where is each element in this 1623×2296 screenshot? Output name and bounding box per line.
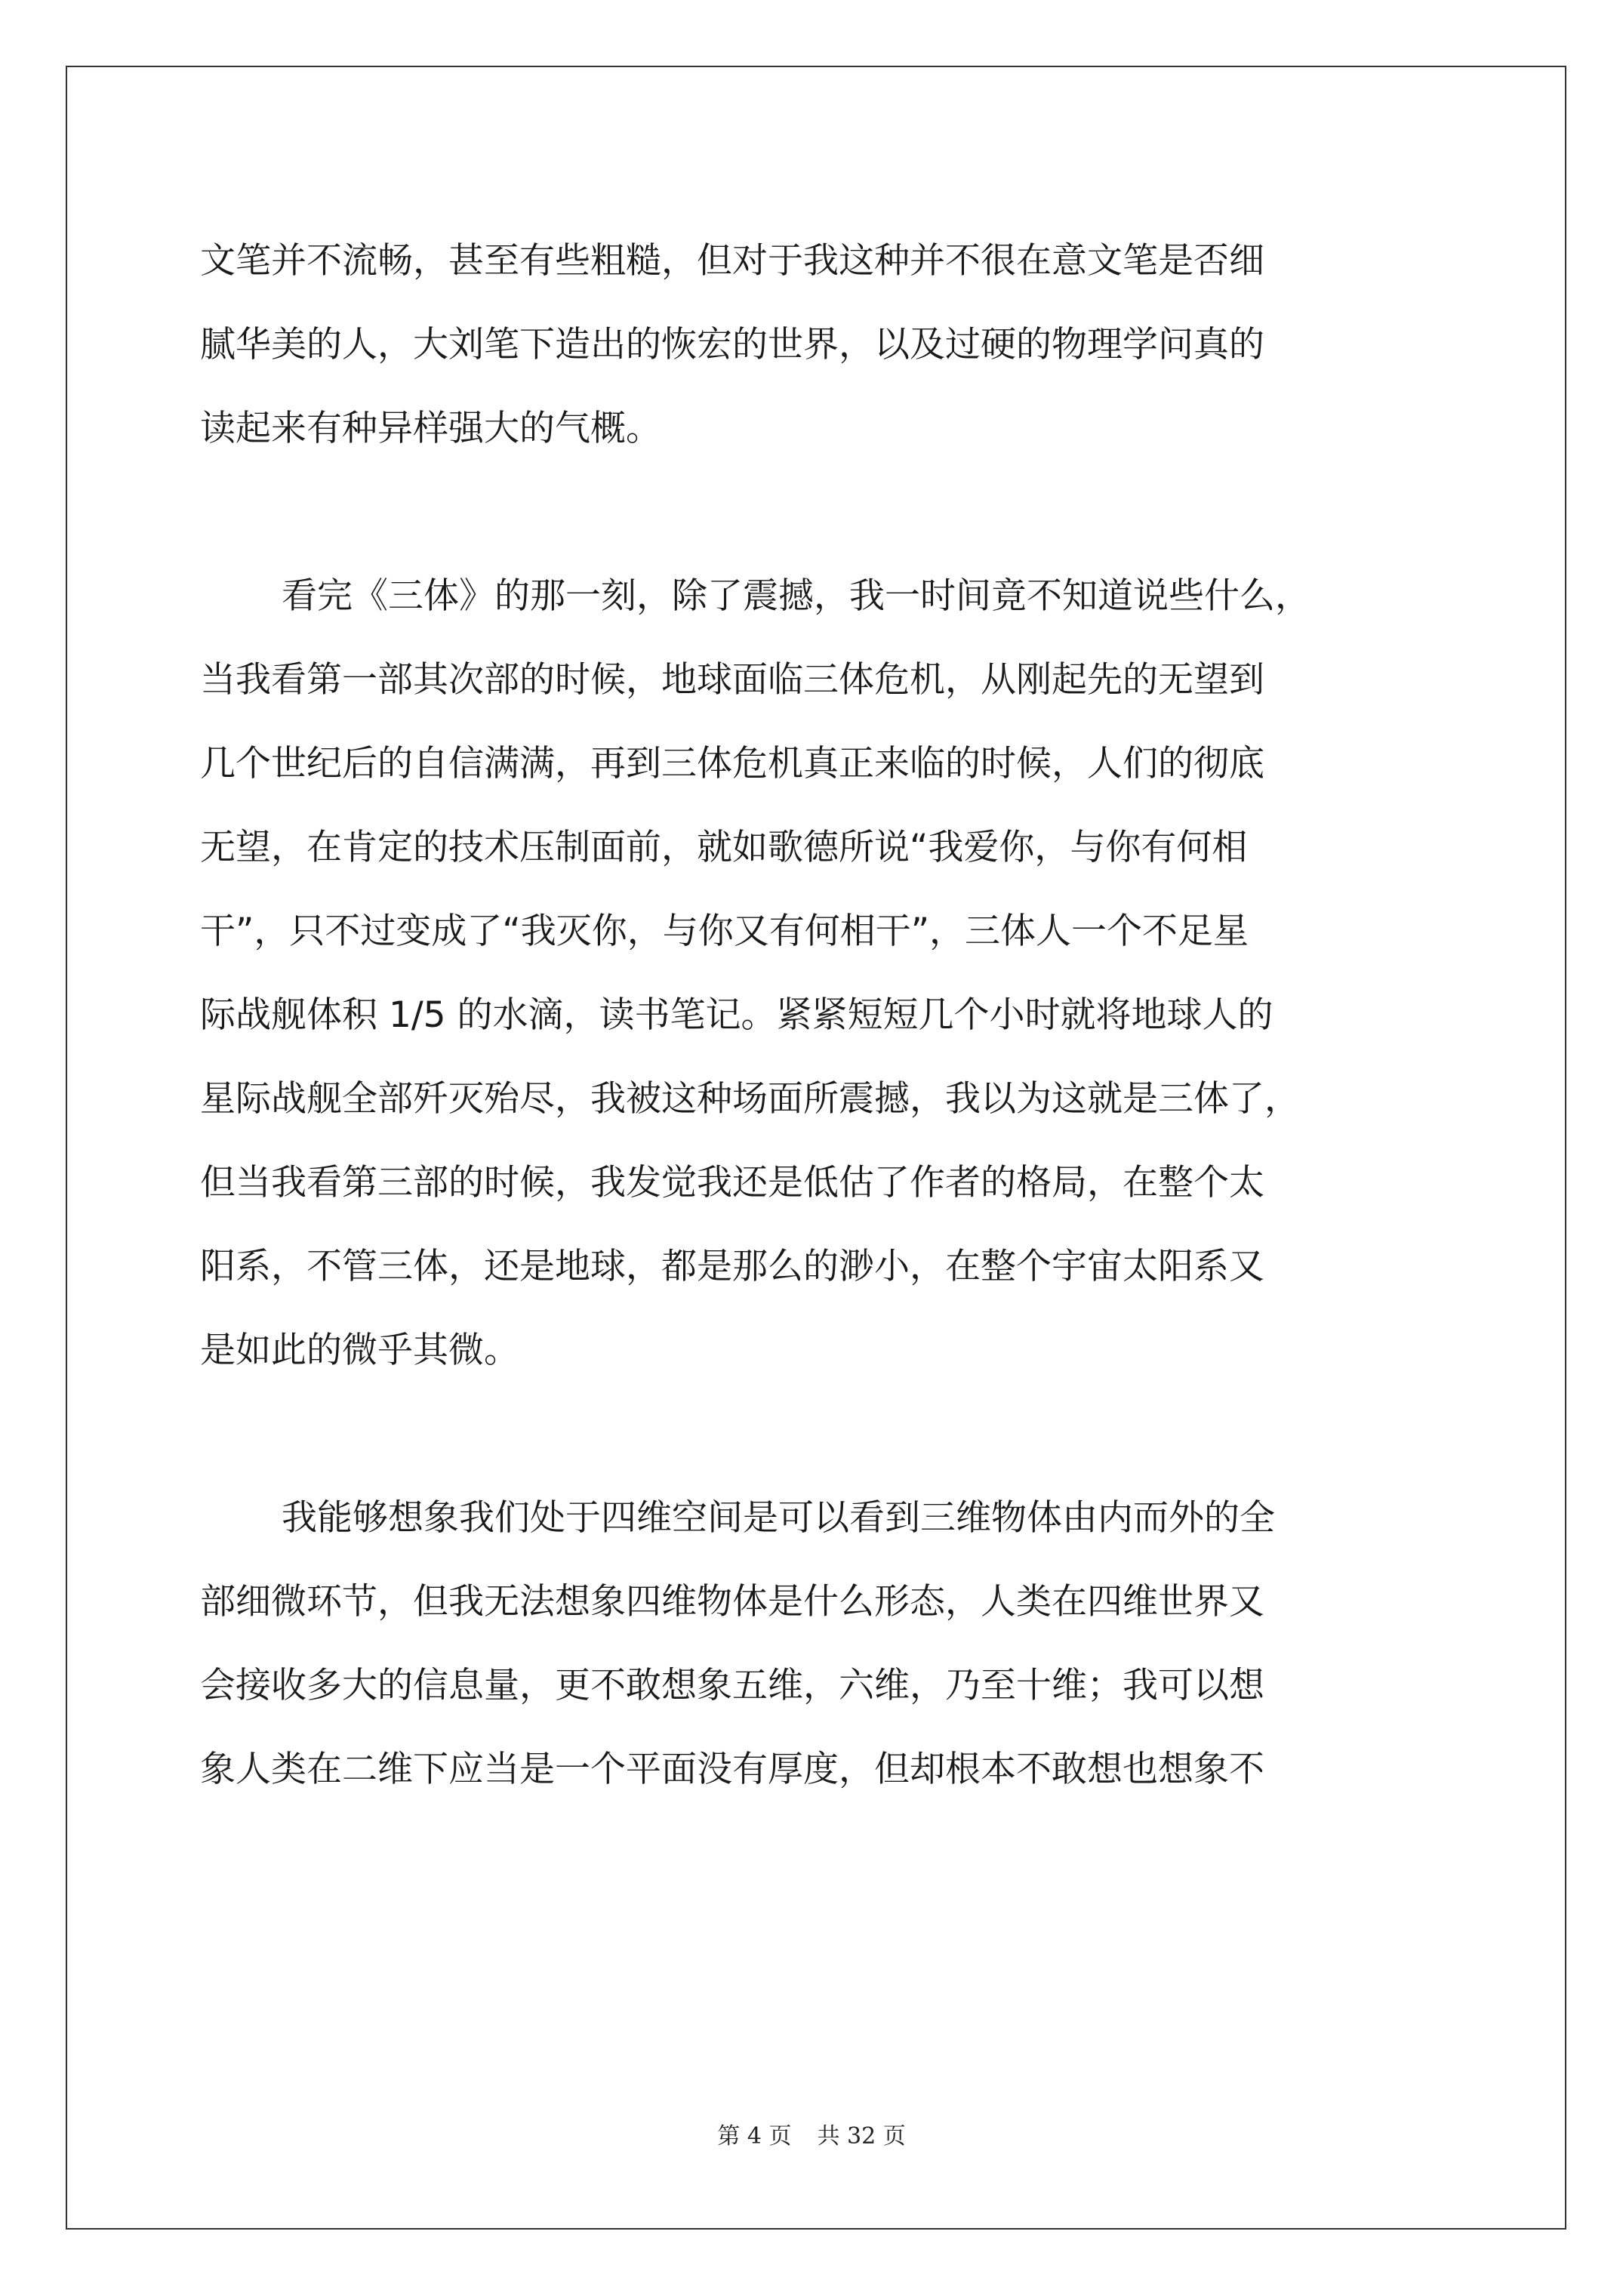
text-line: 象人类在二维下应当是一个平面没有厚度，但却根本不敢想也想象不 (200, 1749, 1264, 1790)
text-line: 干”，只不过变成了“我灭你，与你又有何相干”，三体人一个不足星 (200, 911, 1249, 952)
paragraph-gap (200, 470, 1438, 554)
text-line: 但当我看第三部的时候，我发觉我还是低估了作者的格局，在整个太 (200, 1162, 1264, 1203)
page-number: 第 4 页 (717, 2123, 792, 2150)
paragraph-3 (200, 1476, 1438, 1811)
paragraph-2 (200, 554, 1438, 1392)
page-total: 共 32 页 (817, 2123, 906, 2150)
text-line: 腻华美的人，大刘笔下造出的恢宏的世界，以及过硬的物理学问真的 (200, 324, 1264, 365)
text-line: 是如此的微乎其微。 (200, 1330, 519, 1371)
text-line: 看完《三体》的那一刻，除了震撼，我一时间竟不知道说些什么， (282, 575, 1310, 617)
paragraph-gap (200, 1392, 1438, 1476)
text-line: 际战舰体积 1/5 的水滴，读书笔记。紧紧短短几个小时就将地球人的 (200, 994, 1273, 1036)
text-line: 阳系，不管三体，还是地球，都是那么的渺小，在整个宇宙太阳系又 (200, 1246, 1264, 1287)
text-line: 几个世纪后的自信满满，再到三体危机真正来临的时候，人们的彻底 (200, 743, 1264, 784)
document-body (200, 219, 1438, 1811)
text-line: 我能够想象我们处于四维空间是可以看到三维物体由内而外的全 (282, 1497, 1275, 1539)
text-line: 当我看第一部其次部的时候，地球面临三体危机，从刚起先的无望到 (200, 659, 1264, 701)
text-line: 文笔并不流畅，甚至有些粗糙，但对于我这种并不很在意文笔是否细 (200, 240, 1264, 282)
paragraph-1 (200, 219, 1438, 470)
text-line: 部细微环节，但我无法想象四维物体是什么形态，人类在四维世界又 (200, 1581, 1264, 1623)
text-line: 无望，在肯定的技术压制面前，就如歌德所说“我爱你，与你有何相 (200, 827, 1248, 868)
page-footer (0, 2117, 1623, 2150)
text-line: 会接收多大的信息量，更不敢想象五维，六维，乃至十维；我可以想 (200, 1665, 1264, 1706)
text-line: 星际战舰全部歼灭殆尽，我被这种场面所震撼，我以为这就是三体了， (200, 1078, 1300, 1120)
text-line: 读起来有种异样强大的气概。 (200, 408, 661, 449)
